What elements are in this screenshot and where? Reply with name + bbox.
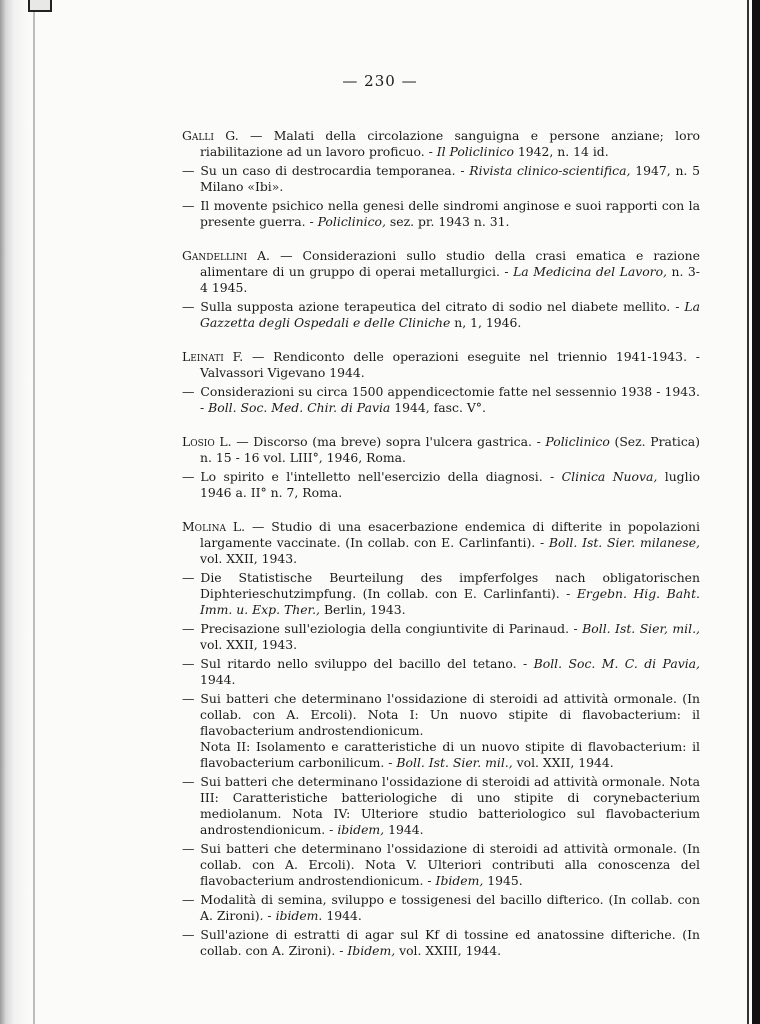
bibliography-entry [182,384,700,416]
entry-dash: — [182,656,195,671]
entry-citation: vol. XXIII, 1944. [395,943,502,958]
bibliography-entry [182,519,700,567]
bibliography-entry [182,128,700,160]
entry-citation: vol. XXII, 1943. [200,551,298,566]
journal-title: Rivista clinico-scientifica, [469,163,631,178]
entry-citation: 1944. [384,822,424,837]
entry-note [200,739,700,771]
bibliography-entry [182,469,700,501]
entry-citation: vol. XXII, 1944. [512,755,614,770]
journal-title: Boll. Ist. Sier, mil., [582,621,700,636]
entry-text: — Rendiconto delle operazioni eseguite nel triennio 1941-1943. - Valvassori Vigevano 1944. [200,349,700,380]
author-group [182,349,700,416]
bibliography-entry [182,927,700,959]
entry-text: Sul ritardo nello sviluppo del bacillo del tetano. - [200,656,534,671]
entry-dash: — [182,163,195,178]
bibliography-entry [182,299,700,331]
entry-dash: — [182,892,195,907]
bibliography-entry [182,349,700,381]
bibliography-entry [182,841,700,889]
entry-citation: 1945. [483,873,523,888]
entry-text: Die Statistische Beurteilung des impferfolges nach obligatorischen Diphterieschutzimpfung. (In collab. con E. Carlinfanti). - [200,570,700,601]
author-group [182,128,700,230]
entry-citation: 1942, n. 14 id. [513,144,609,159]
entry-text: — Studio di una esacerbazione endemica di difterite in popolazioni largamente vaccinate. (In collab. con E. Carlinfanti). - [200,519,700,550]
journal-title: Clinica Nuova, [561,469,658,484]
entry-dash: — [182,469,195,484]
entry-citation: 1944, fasc. V°. [390,400,486,415]
journal-title: Policlinico, [317,214,386,229]
journal-title: La Gazzetta degli Ospedali e delle Cliniche [200,299,700,330]
bibliography-entry [182,248,700,296]
entry-dash: — [182,198,195,213]
author-name: Gandellini A. [182,248,270,263]
entry-citation: n, 1, 1946. [450,315,522,330]
entry-citation: 1947, n. 5 Milano «Ibi». [200,163,700,194]
bibliography-entry [182,656,700,688]
page-right-line [747,0,749,1024]
entry-citation: 1944. [200,672,236,687]
bibliography-entry [182,691,700,771]
journal-title: La Medicina del Lavoro, [513,264,667,279]
journal-title: Policlinico [545,434,610,449]
journal-title: Boll. Ist. Sier. milanese, [548,535,700,550]
bibliography-content [182,128,700,977]
entry-dash: — [182,384,195,399]
bibliography-entry [182,892,700,924]
entry-text: Sui batteri che determinano l'ossidazione di steroidi ad attività ormonale. Nota III: Caratteristiche batteriologiche di uno stipite di corynebacterium mediolanum. Nota IV: Ulteriore studio batteriologico sul flavobacterium androstendionicum. - [200,774,700,837]
journal-title: ibidem, [337,822,385,837]
bibliography-entry [182,621,700,653]
entry-citation: n. 3-4 1945. [200,264,700,295]
author-group [182,248,700,331]
entry-citation: Berlin, 1943. [320,602,406,617]
journal-title: Boll. Ist. Sier. mil., [396,755,513,770]
author-name: Losio L. [182,434,232,449]
bibliography-entry [182,163,700,195]
page-right-edge [752,0,760,1024]
journal-title: Boll. Soc. Med. Chir. di Pavia [208,400,391,415]
entry-text: Sui batteri che determinano l'ossidazione di steroidi ad attività ormonale. (In collab. con A. Ercoli). Nota V. Ulteriori contributi alla conoscenza del flavobacterium androstendionicum. - [200,841,700,888]
entry-text: Lo spirito e l'intelletto nell'esercizio della diagnosi. - [200,469,562,484]
entry-text: Precisazione sull'eziologia della congiuntivite di Parinaud. - [200,621,583,636]
entry-dash: — [182,570,195,585]
entry-citation: (Sez. Pratica) n. 15 - 16 vol. LIII°, 1946, Roma. [200,434,701,465]
entry-text: — Malati della circolazione sanguigna e persone anziane; loro riabilitazione ad un lavoro proficuo. - [200,128,700,159]
entry-text: — Discorso (ma breve) sopra l'ulcera gastrica. - [236,434,546,449]
entry-text: Modalità di semina, sviluppo e tossigenesi del bacillo difterico. (In collab. con A. Zironi). - [200,892,700,923]
journal-title: Il Policlinico [436,144,514,159]
entry-text: Su un caso di destrocardia temporanea. - [200,163,470,178]
entry-dash: — [182,841,195,856]
entry-text: Il movente psichico nella genesi delle sindromi anginose e suoi rapporti con la presente guerra. - [200,198,700,229]
journal-title: Ibidem, [347,943,396,958]
journal-title: Boll. Soc. M. C. di Pavia, [533,656,700,671]
journal-title: Ergebn. Hig. Baht. Imm. u. Exp. Ther., [200,586,700,617]
entry-text: Sui batteri che determinano l'ossidazione di steroidi ad attività ormonale. (In collab. con A. Ercoli). Nota I: Un nuovo stipite di flavobacterium: il flavobacterium androstendionicum. [200,691,700,738]
entry-text: — Considerazioni sullo studio della crasi ematica e razione alimentare di un gruppo di operai metallurgici. - [200,248,700,279]
author-name: Galli G. [182,128,239,143]
entry-dash: — [182,299,195,314]
author-name: Leinati F. [182,349,244,364]
entry-text: Considerazioni su circa 1500 appendicectomie fatte nel sessennio 1938 - 1943. - [200,384,700,415]
entry-citation: sez. pr. 1943 n. 31. [385,214,510,229]
note-text: Nota II: Isolamento e caratteristiche di un nuovo stipite di flavobacterium: il flavobacterium carbonilicum. - [200,739,700,770]
entry-dash: — [182,691,195,706]
page-binding-line [33,0,35,1024]
entry-citation: vol. XXII, 1943. [200,637,298,652]
entry-dash: — [182,927,195,942]
corner-mark [28,0,52,12]
bibliography-entry [182,774,700,838]
author-group [182,519,700,959]
entry-dash: — [182,774,195,789]
journal-title: Ibidem, [435,873,484,888]
entry-citation: luglio 1946 a. II° n. 7, Roma. [200,469,700,500]
page-left-edge [0,0,30,1024]
author-group [182,434,700,501]
entry-text: Sulla supposta azione terapeutica del citrato di sodio nel diabete mellito. - [200,299,685,314]
entry-citation: 1944. [322,908,362,923]
bibliography-entry [182,198,700,230]
entry-dash: — [182,621,195,636]
author-name: Molina L. [182,519,246,534]
journal-title: ibidem. [275,908,323,923]
entry-text: Sull'azione di estratti di agar sul Kf di tossine ed anatossine difteriche. (In collab. con A. Zironi). - [200,927,700,958]
page-number: — 230 — [342,72,418,90]
bibliography-entry [182,434,700,466]
bibliography-entry [182,570,700,618]
